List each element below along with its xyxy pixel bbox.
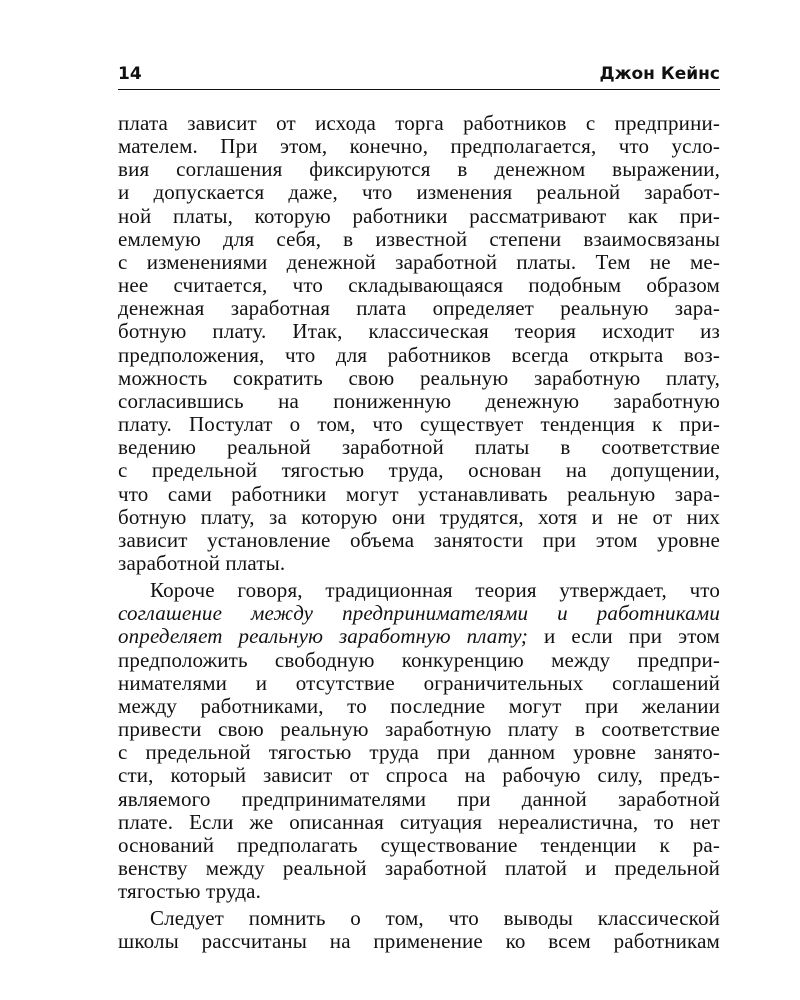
- text-line: нимателями и отсутствие ограничительных соглашений: [118, 670, 720, 695]
- paragraph-2: [118, 579, 720, 903]
- text-line: плата зависит от исхода торга работников с предприни-: [118, 111, 720, 135]
- text-line: привести свою реальную заработную плату в соответствие: [118, 717, 720, 742]
- text-line: согласившись на пониженную денежную заработную: [118, 388, 720, 413]
- text-line: с изменениями денежной заработной платы. Тем не ме-: [118, 249, 720, 274]
- running-head-author: Джон Кейнс: [599, 64, 720, 84]
- text-line: что сами работники могут устанавливать реальную зара-: [118, 481, 720, 506]
- text-line: с предельной тягостью труда, основан на допущении,: [118, 458, 720, 483]
- text-line: плате. Если же описанная ситуация нереалистична, то нет: [118, 809, 720, 834]
- italic-phrase: соглашение между предпринимателями и работниками: [118, 601, 720, 626]
- text-line: предположения, что для работников всегда открыта воз-: [118, 342, 720, 367]
- text-line: Следует помнить о том, что выводы классической: [150, 906, 720, 931]
- text-line: вия соглашения фиксируются в денежном выражении,: [118, 157, 720, 182]
- text-line: заработной платы.: [118, 550, 286, 575]
- text-line: тягостью труда.: [118, 879, 262, 904]
- text-line: денежная заработная плата определяет реальную зара-: [118, 296, 720, 321]
- text-line: Короче говоря, традиционная теория утверждает, что: [150, 578, 720, 603]
- paragraph-1: [118, 112, 720, 575]
- text-line: и допускается даже, что изменения реальной заработ-: [118, 180, 720, 205]
- text-line: сти, который зависит от спроса на рабочую силу, предъ-: [118, 763, 720, 788]
- text-line: [118, 625, 720, 648]
- page-number: 14: [118, 64, 142, 84]
- text-line: [118, 602, 720, 625]
- text-line: между работниками, то последние могут при желании: [118, 693, 720, 718]
- body-text: [118, 112, 720, 954]
- text-line: ной платы, которую работники рассматривают как при-: [118, 203, 720, 228]
- paragraph-3: [118, 907, 720, 953]
- text-line: ботную плату. Итак, классическая теория исходит из: [118, 319, 720, 344]
- text-line: венству между реальной заработной платой и предельной: [118, 856, 720, 880]
- text-line: с предельной тягостью труда при данном уровне занято-: [118, 740, 720, 765]
- text-line: емлемую для себя, в известной степени взаимосвязаны: [118, 226, 720, 251]
- text-line: являемого предпринимателями при данной заработной: [118, 786, 720, 811]
- text-line: плату. Постулат о том, что существует тенденция к при-: [118, 412, 720, 437]
- text-line: ботную плату, за которую они трудятся, хотя и не от них: [118, 504, 720, 529]
- text-line: нее считается, что складывающаяся подобным образом: [118, 273, 720, 298]
- italic-phrase: определяет реальную заработную плату;: [118, 624, 529, 649]
- running-head: [118, 62, 720, 90]
- text-line: мателем. При этом, конечно, предполагается, что усло-: [118, 134, 720, 159]
- text-line: школы рассчитаны на применение ко всем работникам: [118, 929, 720, 954]
- text-line: ведению реальной заработной платы в соответствие: [118, 435, 720, 460]
- text-line: можность сократить свою реальную заработную плату,: [118, 365, 720, 390]
- text-line: предположить свободную конкуренцию между предпри-: [118, 647, 720, 672]
- book-page: [118, 62, 720, 958]
- text-line: зависит установление объема занятости при этом уровне: [118, 527, 720, 552]
- text-fragment: и если при этом: [528, 624, 720, 649]
- text-line: оснований предполагать существование тенденции к ра-: [118, 832, 720, 857]
